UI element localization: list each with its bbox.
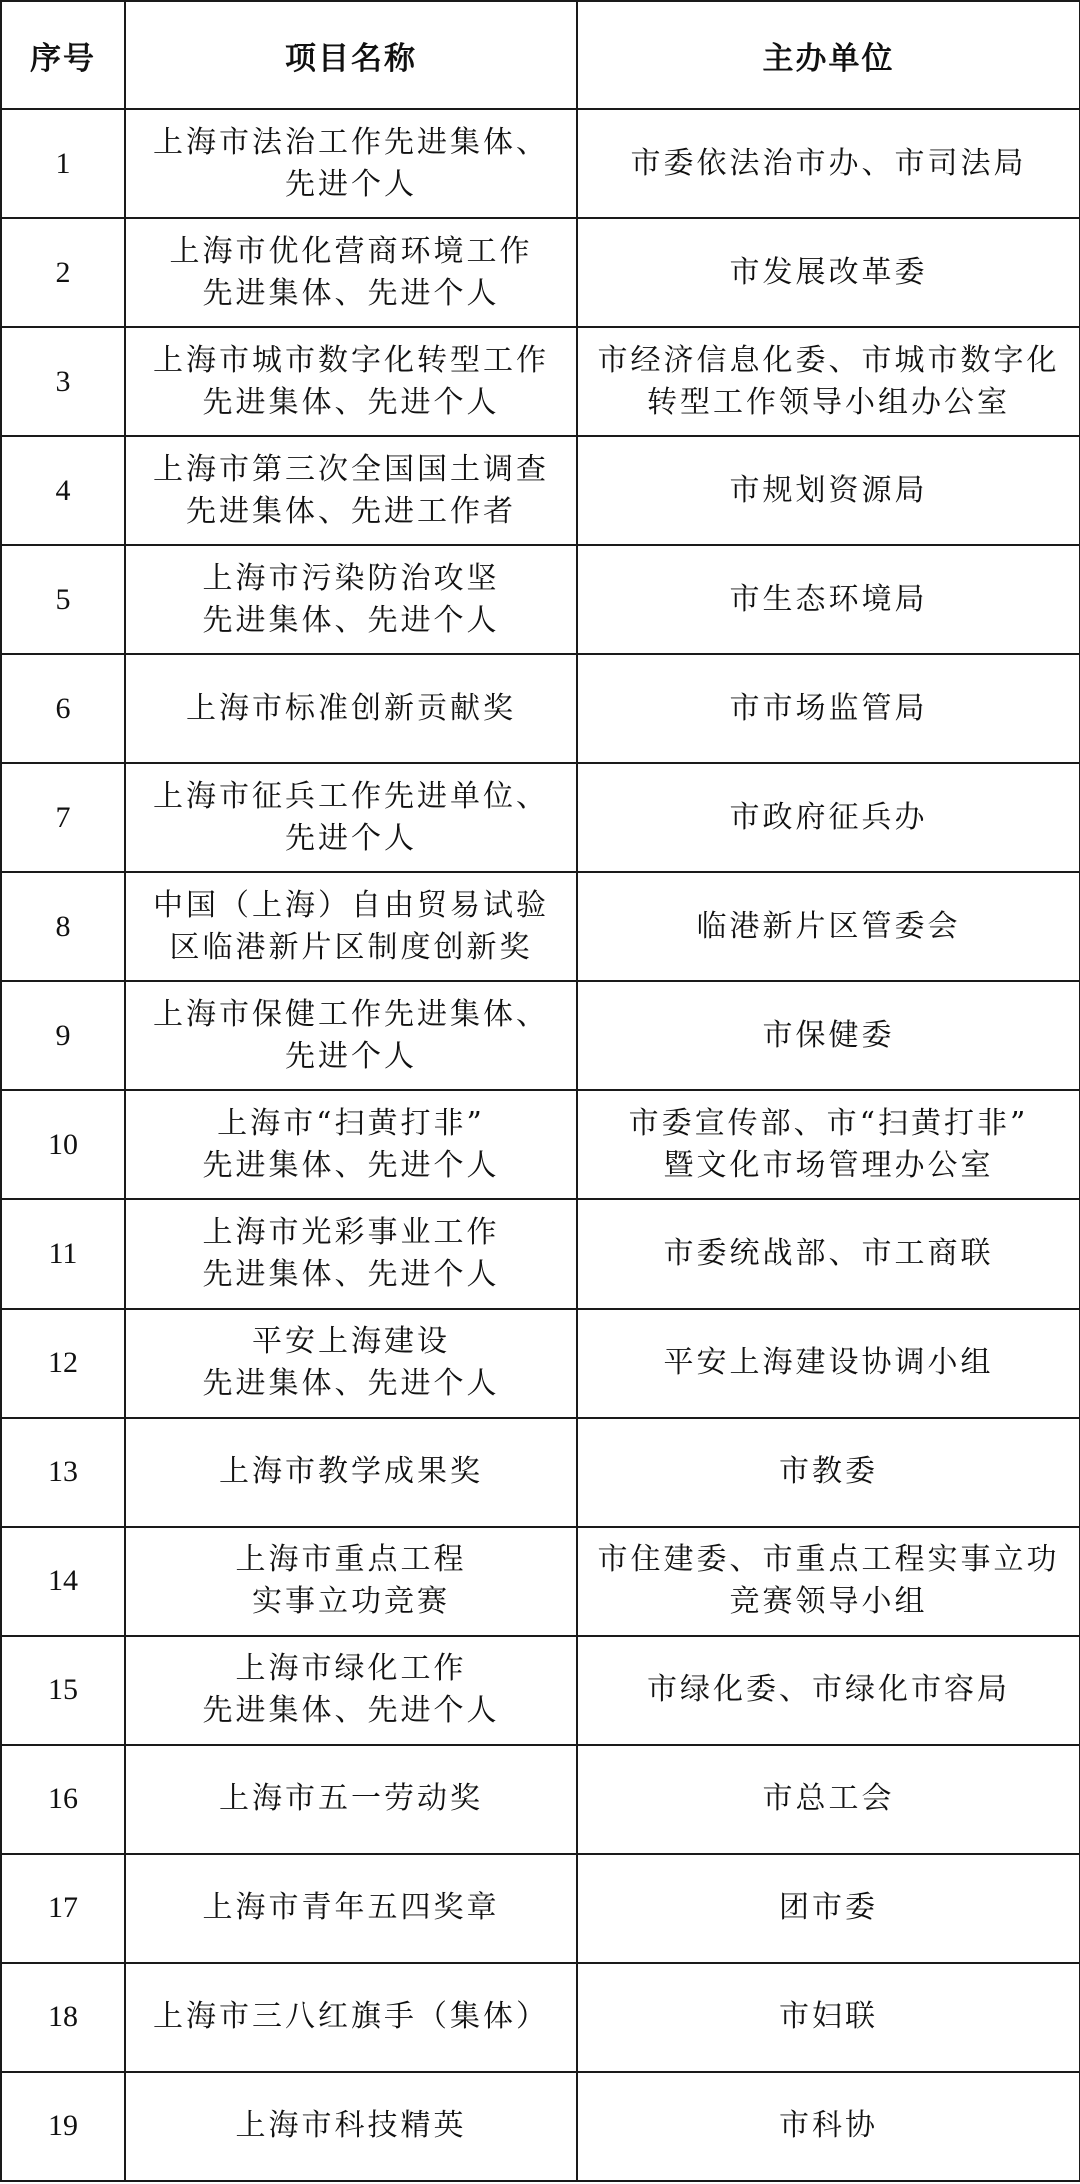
project-name-cell: [125, 1090, 577, 1199]
organizer-line: 市保健委: [762, 1017, 895, 1053]
project-name-cell: [125, 109, 577, 218]
organizer-cell: [577, 2072, 1080, 2181]
project-name-line: 上海市优化营商环境工作: [169, 233, 533, 269]
project-name-line: 先进集体、先进工作者: [186, 493, 516, 529]
row-number: 8: [1, 872, 125, 981]
project-name-cell: [125, 872, 577, 981]
project-name-line: 上海市法治工作先进集体、: [153, 124, 549, 160]
table-row: [1, 436, 1080, 545]
organizer-cell: [577, 1309, 1080, 1418]
project-name-line: 区临港新片区制度创新奖: [169, 929, 533, 965]
project-name-line: 先进集体、先进个人: [202, 1693, 500, 1729]
project-name-line: 先进集体、先进个人: [202, 384, 500, 420]
table-row: [1, 1527, 1080, 1636]
project-name-line: 上海市五一劳动奖: [219, 1781, 483, 1817]
project-name-cell: [125, 1636, 577, 1745]
project-name-cell: [125, 1418, 577, 1527]
project-name-line: 上海市重点工程: [235, 1542, 467, 1578]
row-number: 10: [1, 1090, 125, 1199]
organizer-line: 市委统战部、市工商联: [663, 1235, 994, 1271]
table-row: [1, 872, 1080, 981]
organizer-cell: [577, 436, 1080, 545]
project-name-line: 实事立功竞赛: [252, 1584, 450, 1620]
project-name-line: 上海市青年五四奖章: [202, 1890, 500, 1926]
organizer-line: 市经济信息化委、市城市数字化: [597, 342, 1060, 378]
organizer-cell: [577, 654, 1080, 763]
organizer-cell: [577, 109, 1080, 218]
table-row: [1, 545, 1080, 654]
project-name-cell: [125, 2072, 577, 2181]
row-number: 18: [1, 1963, 125, 2072]
table-row: [1, 763, 1080, 872]
project-name-cell: [125, 1854, 577, 1963]
project-name-line: 先进集体、先进个人: [202, 602, 500, 638]
table-header-row: [1, 1, 1080, 109]
organizer-cell: [577, 1199, 1080, 1308]
organizer-cell: [577, 218, 1080, 327]
row-number: 7: [1, 763, 125, 872]
table-row: [1, 981, 1080, 1090]
organizer-cell: [577, 1636, 1080, 1745]
project-name-line: 上海市绿化工作: [235, 1651, 467, 1687]
organizer-line: 市科协: [779, 2108, 878, 2144]
organizer-cell: [577, 1527, 1080, 1636]
organizer-cell: [577, 1963, 1080, 2072]
project-name-cell: [125, 1309, 577, 1418]
project-name-line: 上海市保健工作先进集体、: [153, 996, 549, 1032]
row-number: 9: [1, 981, 125, 1090]
table-row: [1, 1745, 1080, 1854]
project-name-cell: [125, 654, 577, 763]
table-row: [1, 1854, 1080, 1963]
project-name-line: 上海市污染防治攻坚: [202, 560, 500, 596]
organizer-line: 市总工会: [762, 1781, 895, 1817]
project-name-line: 先进集体、先进个人: [202, 1366, 500, 1402]
project-name-line: 上海市征兵工作先进单位、: [153, 778, 549, 814]
row-number: 11: [1, 1199, 125, 1308]
organizer-line: 市政府征兵办: [729, 799, 928, 835]
table-row: [1, 109, 1080, 218]
organizer-cell: [577, 1745, 1080, 1854]
project-name-line: 上海市城市数字化转型工作: [153, 342, 549, 378]
project-name-line: 先进个人: [285, 166, 417, 202]
organizer-line: 团市委: [779, 1890, 878, 1926]
project-name-line: 先进集体、先进个人: [202, 1147, 500, 1183]
row-number: 19: [1, 2072, 125, 2181]
project-name-line: 中国（上海）自由贸易试验: [153, 887, 549, 923]
organizer-cell: [577, 1090, 1080, 1199]
table-row: [1, 218, 1080, 327]
project-name-line: 上海市教学成果奖: [219, 1454, 483, 1490]
table-row: [1, 1090, 1080, 1199]
organizer-line: 市市场监管局: [729, 690, 928, 726]
organizer-cell: [577, 763, 1080, 872]
row-number: 1: [1, 109, 125, 218]
organizer-line: 竞赛领导小组: [729, 1584, 928, 1620]
project-name-line: 上海市“扫黄打非”: [217, 1105, 485, 1141]
organizer-line: 市委宣传部、市“扫黄打非”: [628, 1105, 1029, 1141]
organizer-line: 转型工作领导小组办公室: [647, 384, 1010, 420]
table-body: [1, 109, 1080, 2181]
project-name-line: 上海市科技精英: [235, 2108, 467, 2144]
table-row: [1, 1963, 1080, 2072]
project-name-line: 上海市三八红旗手（集体）: [153, 1999, 549, 2035]
row-number: 13: [1, 1418, 125, 1527]
organizer-cell: [577, 1854, 1080, 1963]
project-name-line: 平安上海建设: [252, 1324, 450, 1360]
organizer-line: 平安上海建设协调小组: [663, 1345, 994, 1381]
organizer-line: 市妇联: [779, 1999, 878, 2035]
project-name-cell: [125, 1745, 577, 1854]
organizer-line: 市绿化委、市绿化市容局: [647, 1672, 1010, 1708]
project-name-line: 上海市第三次全国国土调查: [153, 451, 549, 487]
organizer-line: 市教委: [779, 1454, 878, 1490]
table-row: [1, 2072, 1080, 2181]
table-row: [1, 327, 1080, 436]
organizer-line: 市委依法治市办、市司法局: [630, 145, 1027, 181]
header-organizer: 主办单位: [577, 1, 1080, 109]
project-name-cell: [125, 981, 577, 1090]
organizer-cell: [577, 545, 1080, 654]
project-name-cell: [125, 545, 577, 654]
organizer-line: 市规划资源局: [729, 472, 928, 508]
project-name-cell: [125, 327, 577, 436]
project-name-line: 先进个人: [285, 820, 417, 856]
project-name-line: 先进集体、先进个人: [202, 1256, 500, 1292]
organizer-line: 市发展改革委: [729, 254, 928, 290]
organizer-cell: [577, 981, 1080, 1090]
table-row: [1, 1309, 1080, 1418]
project-name-cell: [125, 1527, 577, 1636]
row-number: 4: [1, 436, 125, 545]
row-number: 12: [1, 1309, 125, 1418]
project-name-cell: [125, 1199, 577, 1308]
project-name-cell: [125, 436, 577, 545]
row-number: 16: [1, 1745, 125, 1854]
table-row: [1, 1636, 1080, 1745]
row-number: 2: [1, 218, 125, 327]
row-number: 3: [1, 327, 125, 436]
table-row: [1, 654, 1080, 763]
organizer-line: 临港新片区管委会: [696, 908, 961, 944]
project-name-line: 先进集体、先进个人: [202, 275, 500, 311]
project-name-cell: [125, 1963, 577, 2072]
project-name-cell: [125, 218, 577, 327]
table-row: [1, 1418, 1080, 1527]
project-name-line: 上海市标准创新贡献奖: [186, 690, 516, 726]
row-number: 14: [1, 1527, 125, 1636]
row-number: 17: [1, 1854, 125, 1963]
project-name-line: 先进个人: [285, 1038, 417, 1074]
row-number: 6: [1, 654, 125, 763]
row-number: 15: [1, 1636, 125, 1745]
organizer-cell: [577, 872, 1080, 981]
organizer-line: 暨文化市场管理办公室: [663, 1147, 994, 1183]
header-number: 序号: [1, 1, 125, 109]
organizer-line: 市生态环境局: [729, 581, 928, 617]
organizer-cell: [577, 1418, 1080, 1527]
table-row: [1, 1199, 1080, 1308]
project-name-cell: [125, 763, 577, 872]
header-project-name: 项目名称: [125, 1, 577, 109]
project-name-line: 上海市光彩事业工作: [202, 1214, 500, 1250]
row-number: 5: [1, 545, 125, 654]
organizer-line: 市住建委、市重点工程实事立功: [597, 1542, 1060, 1578]
organizer-cell: [577, 327, 1080, 436]
